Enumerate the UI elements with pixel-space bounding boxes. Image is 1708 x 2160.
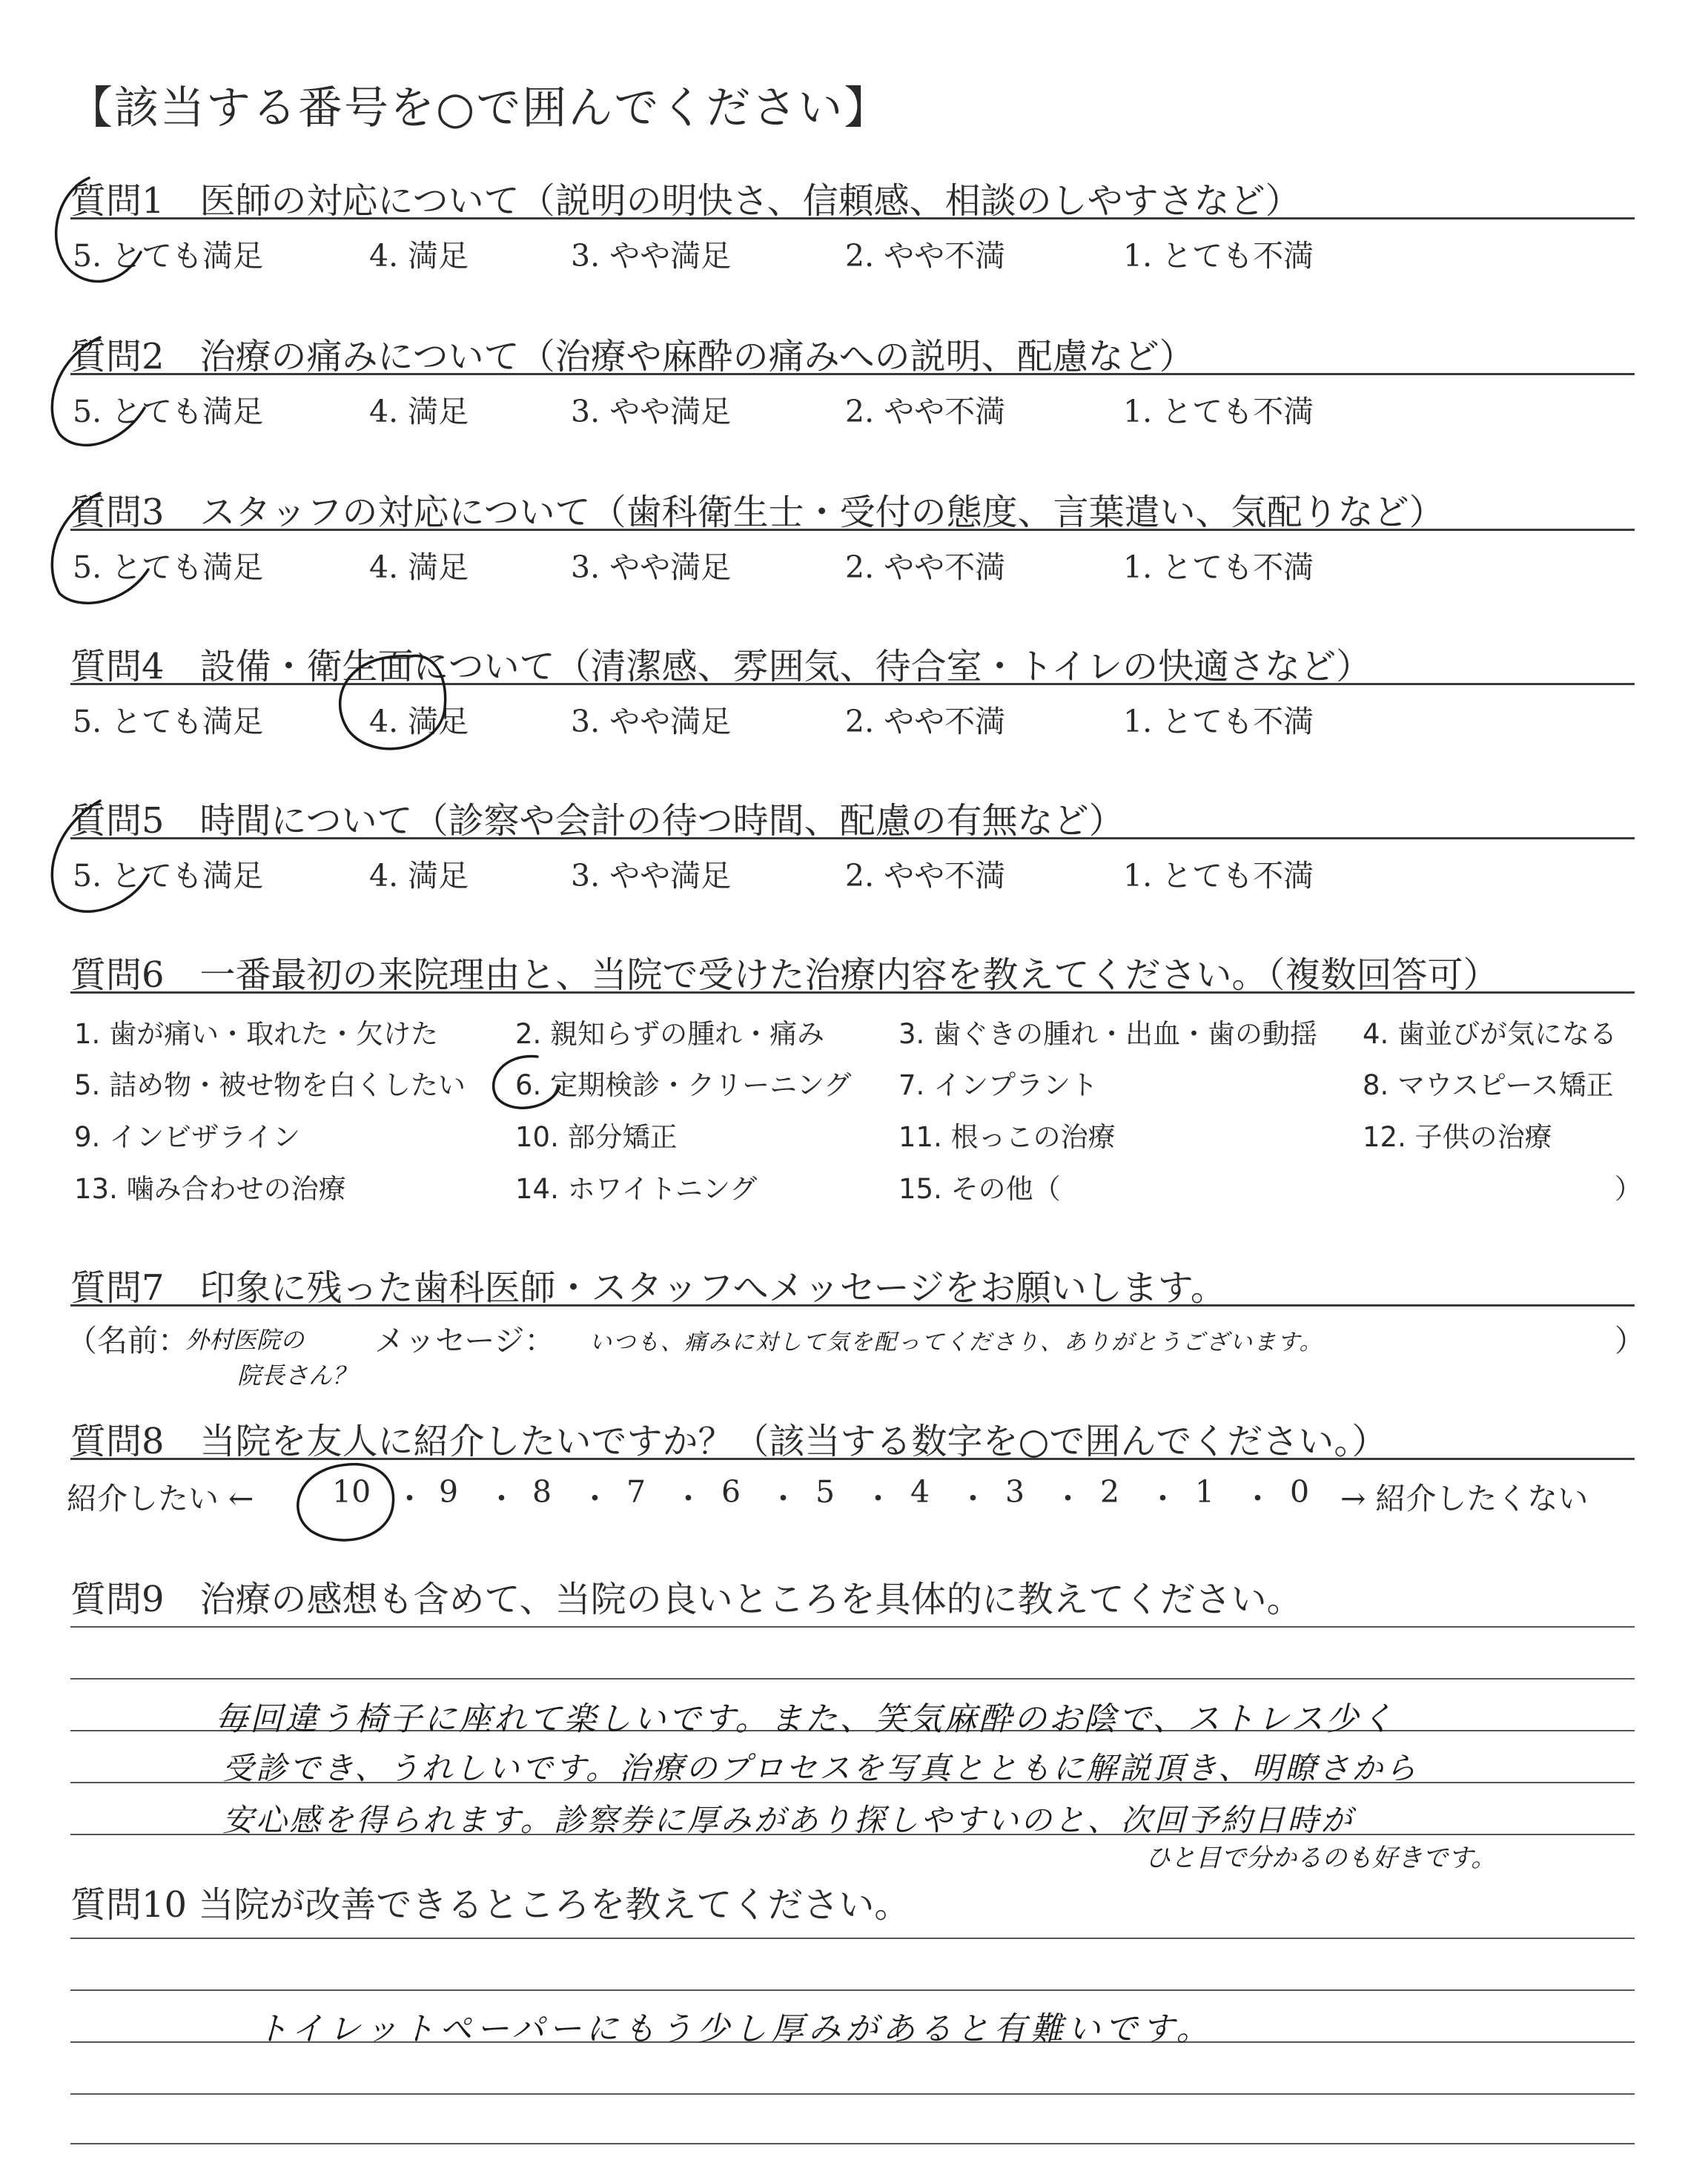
q8-dot: ・ (768, 1481, 798, 1516)
question-1-label: 質問1 医師の対応について（説明の明快さ、信頼感、相談のしやすさなど） (70, 180, 1301, 222)
q10-answer-line-1: トイレットペーパーにもう少し厚みがあると有難いです。 (256, 2010, 1214, 2048)
q8-number-1[interactable]: 1 (1195, 1474, 1215, 1510)
q6-option-8[interactable]: 8. マウスピース矯正 (1363, 1069, 1614, 1101)
question-5-rule (70, 837, 1635, 839)
q4-option-1[interactable]: 1. とても不満 (1123, 704, 1314, 739)
q1-option-2[interactable]: 2. やや不満 (845, 238, 1006, 274)
q8-number-5[interactable]: 5 (815, 1474, 835, 1510)
q4-option-4[interactable]: 4. 満足 (369, 704, 469, 739)
q8-number-8[interactable]: 8 (532, 1474, 552, 1510)
q5-option-3[interactable]: 3. やや満足 (571, 858, 732, 894)
page-title: 【該当する番号を○で囲んでください】 (68, 82, 890, 134)
q10-line (70, 2093, 1635, 2095)
q8-number-7[interactable]: 7 (626, 1474, 646, 1510)
q5-option-2[interactable]: 2. やや不満 (845, 858, 1006, 894)
q8-dot: ・ (863, 1481, 893, 1516)
q6-option-6[interactable]: 6. 定期検診・クリーニング (515, 1069, 852, 1101)
q8-number-2[interactable]: 2 (1100, 1474, 1120, 1510)
q3-option-1[interactable]: 1. とても不満 (1123, 549, 1314, 585)
q6-option-13[interactable]: 13. 噛み合わせの治療 (74, 1173, 346, 1205)
question-3-label: 質問3 スタッフの対応について（歯科衛生士・受付の態度、言葉遣い、気配りなど） (70, 492, 1445, 533)
q9-answer-line-4: ひと目で分かるのも好きです。 (1145, 1843, 1497, 1873)
question-4-rule (70, 683, 1635, 685)
q2-option-5[interactable]: 5. とても満足 (73, 394, 264, 429)
q2-option-2[interactable]: 2. やや不満 (845, 394, 1006, 429)
q6-option-9[interactable]: 9. インビザライン (74, 1121, 300, 1153)
q9-answer-line-2: 受診でき、うれしいです。治療のプロセスを写真とともに解説頂き、明瞭さから (222, 1750, 1419, 1786)
q1-option-4[interactable]: 4. 満足 (369, 238, 469, 274)
q6-option-4[interactable]: 4. 歯並びが気になる (1363, 1018, 1618, 1050)
q8-number-3[interactable]: 3 (1005, 1474, 1025, 1510)
question-8-label: 質問8 当院を友人に紹介したいですか？（該当する数字を○で囲んでください。） (70, 1421, 1388, 1462)
q3-option-3[interactable]: 3. やや満足 (571, 549, 732, 585)
q5-option-1[interactable]: 1. とても不満 (1123, 858, 1314, 894)
q8-number-4[interactable]: 4 (910, 1474, 930, 1510)
q8-number-9[interactable]: 9 (439, 1474, 459, 1510)
q6-option-3[interactable]: 3. 歯ぐきの腫れ・出血・歯の動揺 (898, 1018, 1318, 1050)
question-10-label: 質問10 当院が改善できるところを教えてください。 (70, 1884, 910, 1926)
q7-message-answer: いつも、痛みに対して気を配ってくださり、ありがとうございます。 (589, 1330, 1323, 1355)
q8-dot: ・ (486, 1481, 517, 1516)
q8-dot: ・ (1053, 1481, 1083, 1516)
question-2-rule (70, 373, 1635, 375)
q9-answer-line-3: 安心感を得られます。診察券に厚みがあり探しやすいのと、次回予約日時が (222, 1802, 1354, 1838)
question-7-rule (70, 1304, 1635, 1307)
q10-line (70, 1938, 1635, 1939)
q10-line (70, 2143, 1635, 2144)
q7-name-answer: 外村医院の (185, 1326, 305, 1354)
question-1-rule (70, 217, 1635, 219)
q10-line (70, 1989, 1635, 1991)
q6-option-5[interactable]: 5. 詰め物・被せ物を白くしたい (74, 1069, 466, 1101)
q6-option-11[interactable]: 11. 根っこの治療 (898, 1121, 1116, 1153)
q3-option-2[interactable]: 2. やや不満 (845, 549, 1006, 585)
q1-option-5[interactable]: 5. とても満足 (73, 238, 264, 274)
q6-option-15[interactable]: 15. その他（ (898, 1173, 1061, 1205)
q9-line (70, 1678, 1635, 1680)
q6-option-10[interactable]: 10. 部分矯正 (515, 1121, 678, 1153)
q7-name-label: （名前： (67, 1323, 188, 1358)
q6-option-12[interactable]: 12. 子供の治療 (1363, 1121, 1552, 1153)
question-6-label: 質問6 一番最初の来院理由と、当院で受けた治療内容を教えてください。（複数回答可） (70, 954, 1499, 996)
q8-left-label: 紹介したい ← (67, 1481, 254, 1516)
question-5-label: 質問5 時間について（診察や会計の待つ時間、配慮の有無など） (70, 800, 1125, 842)
q6-option-14[interactable]: 14. ホワイトニング (515, 1173, 758, 1205)
q2-option-3[interactable]: 3. やや満足 (571, 394, 732, 429)
question-8-rule (70, 1458, 1635, 1460)
q8-number-6[interactable]: 6 (721, 1474, 741, 1510)
q7-close-paren: ） (1615, 1323, 1645, 1358)
q8-number-10[interactable]: 10 (332, 1474, 371, 1510)
q1-option-3[interactable]: 3. やや満足 (571, 238, 732, 274)
question-3-rule (70, 529, 1635, 531)
q7-message-label: メッセージ： (374, 1323, 555, 1358)
q4-option-3[interactable]: 3. やや満足 (571, 704, 732, 739)
q7-name-answer-line2: 院長さん？ (237, 1361, 357, 1390)
q6-option-2[interactable]: 2. 親知らずの腫れ・痛み (515, 1018, 825, 1050)
question-9-label: 質問9 治療の感想も含めて、当院の良いところを具体的に教えてください。 (70, 1579, 1302, 1620)
q4-option-2[interactable]: 2. やや不満 (845, 704, 1006, 739)
q8-dot: ・ (394, 1481, 425, 1516)
question-7-label: 質問7 印象に残った歯科医師・スタッフへメッセージをお願いします。 (70, 1267, 1226, 1309)
q4-option-5[interactable]: 5. とても満足 (73, 704, 264, 739)
q2-option-1[interactable]: 1. とても不満 (1123, 394, 1314, 429)
q6-option-1[interactable]: 1. 歯が痛い・取れた・欠けた (74, 1018, 439, 1050)
q8-dot: ・ (1148, 1481, 1178, 1516)
q8-dot: ・ (580, 1481, 610, 1516)
q3-option-5[interactable]: 5. とても満足 (73, 549, 264, 585)
q8-dot: ・ (958, 1481, 988, 1516)
question-6-rule (70, 991, 1635, 994)
q6-option-7[interactable]: 7. インプラント (898, 1069, 1099, 1101)
q8-right-label: → 紹介したくない (1340, 1481, 1589, 1516)
q3-option-4[interactable]: 4. 満足 (369, 549, 469, 585)
q1-option-1[interactable]: 1. とても不満 (1123, 238, 1314, 274)
q9-line (70, 1626, 1635, 1628)
q2-option-4[interactable]: 4. 満足 (369, 394, 469, 429)
q8-number-0[interactable]: 0 (1290, 1474, 1310, 1510)
question-2-label: 質問2 治療の痛みについて（治療や麻酔の痛みへの説明、配慮など） (70, 336, 1195, 377)
q5-option-4[interactable]: 4. 満足 (369, 858, 469, 894)
q8-dot: ・ (1242, 1481, 1273, 1516)
question-4-label: 質問4 設備・衛生面について（清潔感、雰囲気、待合室・トイレの快適さなど） (70, 646, 1372, 687)
q5-option-5[interactable]: 5. とても満足 (73, 858, 264, 894)
q8-dot: ・ (673, 1481, 704, 1516)
q9-answer-line-1: 毎回違う椅子に座れて楽しいです。また、笑気麻酔のお陰で、ストレス少く (215, 1700, 1396, 1738)
q6-other-close-paren: ） (1615, 1173, 1642, 1205)
